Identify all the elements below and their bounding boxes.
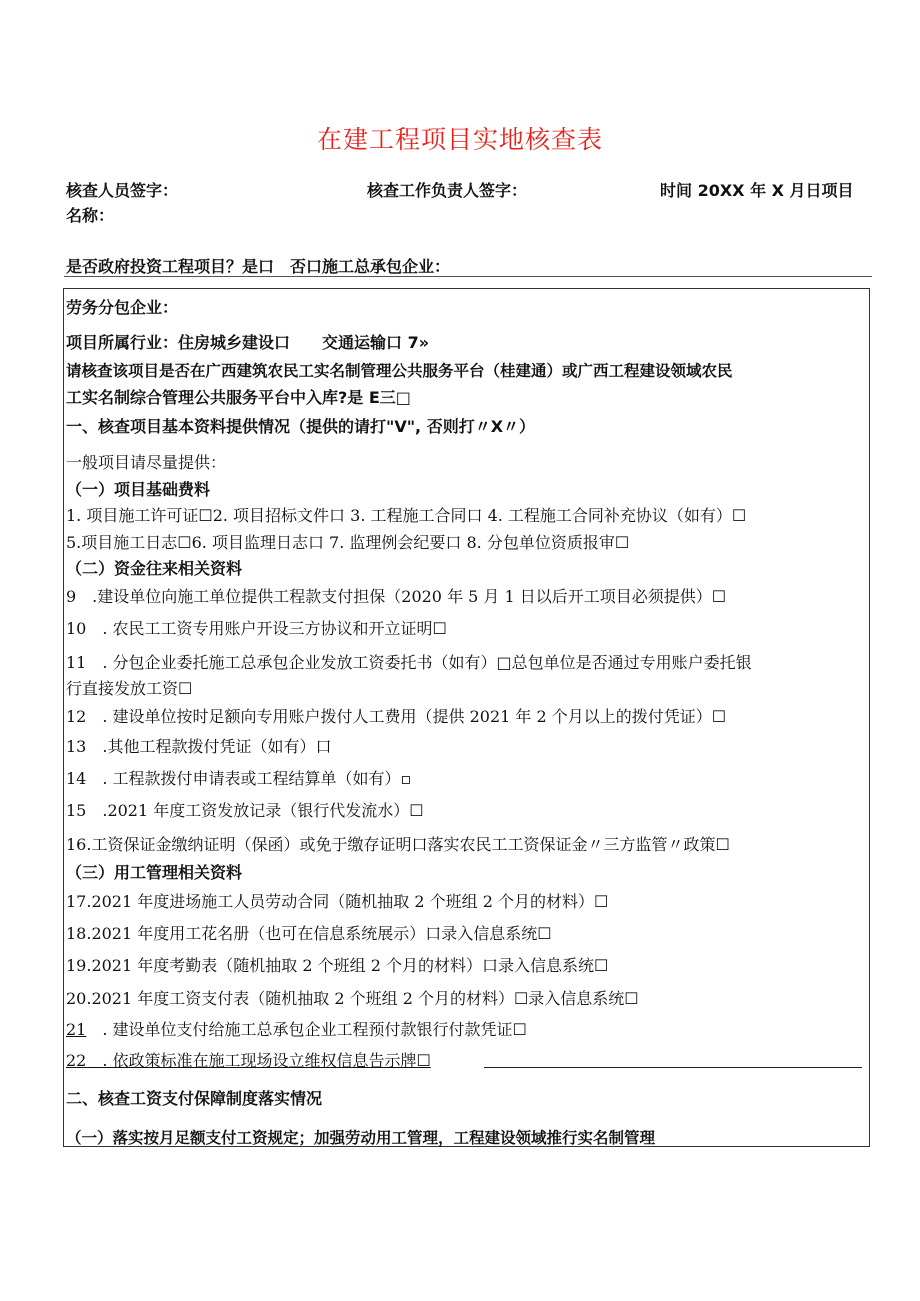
labor-subcontractor-label: 劳务分包企业： xyxy=(66,298,179,317)
items-5-8: 5.项目施工日志☐6. 项目监理日志口 7. 监理例会纪要口 8. 分包单位资质报审☐ xyxy=(66,533,630,552)
leader-signature-label: 核查工作负责人签字： xyxy=(367,181,528,200)
item-16: 16.工资保证金缴纳证明（保函）或免于缴存证明口落实农民工工资保证金〃三方监管〃政策☐ xyxy=(66,835,730,854)
item-14: 14 . 工程款拨付申请表或工程结算单（如有）▫ xyxy=(66,769,412,788)
time-label: 时间 20XX 年 X 月日项目 xyxy=(660,181,854,200)
project-name-label: 名称： xyxy=(66,206,115,225)
item-21-number: 21 xyxy=(66,1020,87,1039)
section-1-heading: 一、核查项目基本资料提供情况（提供的请打"V", 否则打〃X〃） xyxy=(66,417,536,436)
item-22 xyxy=(66,1048,431,1071)
item-17: 17.2021 年度进场施工人员劳动合同（随机抽取 2 个班组 2 个月的材料）☐ xyxy=(66,892,609,911)
item-22-number: 22 xyxy=(66,1051,87,1070)
subsection-2-1-heading: （一）落实按月足额支付工资规定；加强劳动用工管理，工程建设领域推行实名制管理 xyxy=(66,1129,656,1147)
item-18: 18.2021 年度用工花名册（也可在信息系统展示）口录入信息系统☐ xyxy=(66,924,552,943)
verify-line-1: 请核查该项目是否在广西建筑农民工实名制管理公共服务平台（桂建通）或广西工程建设领域农民 xyxy=(66,362,733,380)
item-10: 10 . 农民工工资专用账户开设三方协议和开立证明☐ xyxy=(66,619,447,638)
item-19: 19.2021 年度考勤表（随机抽取 2 个班组 2 个月的材料）口录入信息系统☐ xyxy=(66,956,609,975)
industry-line: 项目所属行业：住房城乡建设口 交通运输口 7» xyxy=(66,333,430,352)
item-15: 15 .2021 年度工资发放记录（银行代发流水）☐ xyxy=(66,801,424,820)
general-note: 一般项目请尽量提供： xyxy=(66,453,227,472)
header-separator xyxy=(64,276,872,277)
government-investment-line: 是否政府投资工程项目？是口 否口施工总承包企业： xyxy=(66,257,451,276)
item-20: 20.2021 年度工资支付表（随机抽取 2 个班组 2 个月的材料）☐录入信息系统☐ xyxy=(66,989,639,1008)
subsection-3-heading: （三）用工管理相关资料 xyxy=(66,863,243,882)
item-21-text: . 建设单位支付给施工总承包企业工程预付款银行付款凭证☐ xyxy=(86,1020,527,1039)
document-title: 在建工程项目实地核查表 xyxy=(316,125,603,154)
verify-line-2: 工实名制综合管理公共服务平台中入库?是 E三□ xyxy=(66,388,411,407)
item-11-line-2: 行直接发放工资☐ xyxy=(66,679,193,698)
item-9: 9 .建设单位向施工单位提供工程款支付担保（2020 年 5 月 1 日以后开工项目必须提供）☐ xyxy=(66,587,727,606)
item-22-fill-line xyxy=(484,1067,862,1068)
item-22-text: . 依政策标准在施工现场设立维权信息告示牌☐ xyxy=(86,1051,431,1070)
item-12: 12 . 建设单位按时足额向专用账户拨付人工费用（提供 2021 年 2 个月以上的拨付凭证）☐ xyxy=(66,707,727,726)
inspector-signature-label: 核查人员签字： xyxy=(66,181,179,200)
items-1-4: 1. 项目施工许可证☐2. 项目招标文件口 3. 工程施工合同口 4. 工程施工合同补充协议（如有）☐ xyxy=(66,506,747,525)
subsection-2-heading: （二）资金往来相关资料 xyxy=(66,559,243,578)
item-21 xyxy=(66,1017,527,1040)
item-13: 13 .其他工程款拨付凭证（如有）口 xyxy=(66,737,332,756)
subsection-1-heading: （一）项目基础费料 xyxy=(66,480,211,499)
section-2-heading: 二、核查工资支付保障制度落实情况 xyxy=(66,1089,323,1108)
item-11-line-1: 11 . 分包企业委托施工总承包企业发放工资委托书（如有）□总包单位是否通过专用账户委托银 xyxy=(66,653,752,672)
